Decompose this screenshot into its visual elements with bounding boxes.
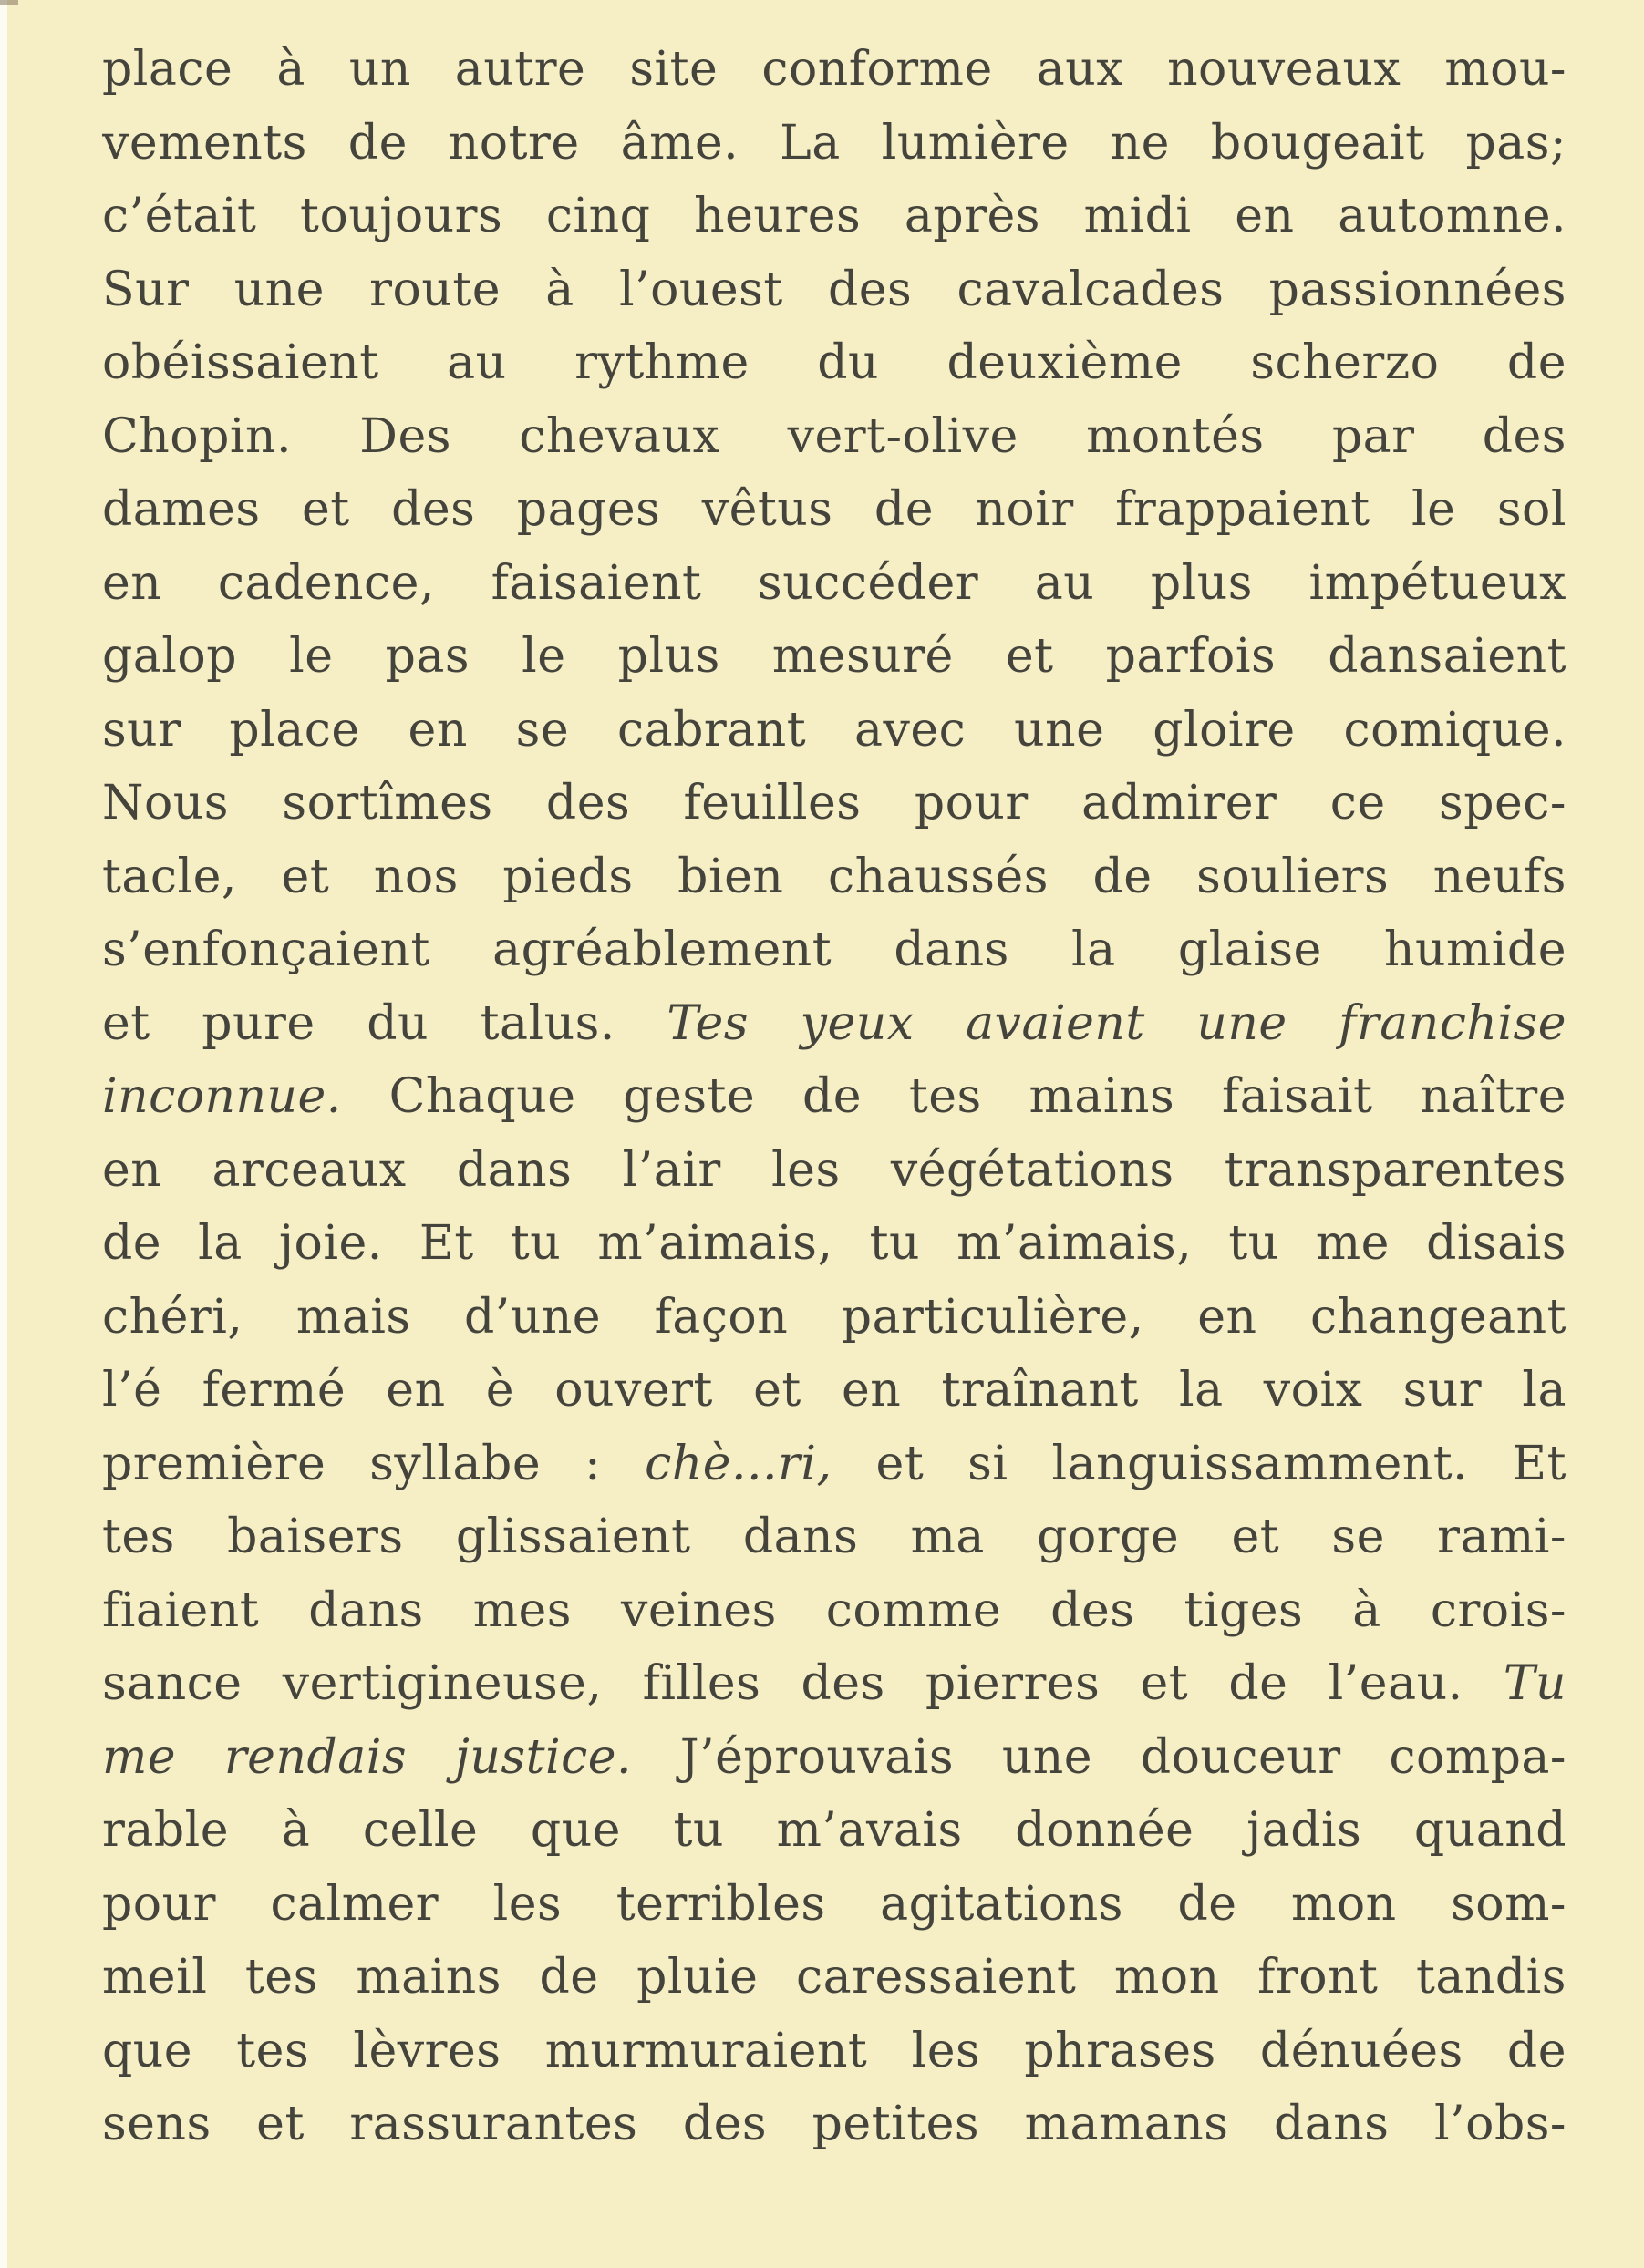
text-segment: pour calmer les terribles agitations de mon som- <box>102 1876 1566 1932</box>
text-block <box>102 33 1566 2161</box>
text-line <box>102 547 1566 621</box>
text-line <box>102 1574 1566 1648</box>
text-line <box>102 1060 1566 1134</box>
text-segment: meil tes mains de pluie caressaient mon front tandis <box>102 1950 1566 2005</box>
text-segment: sens et rassurantes des petites mamans dans l’obs- <box>102 2097 1566 2151</box>
text-segment: Nous sortîmes des feuilles pour admirer ce spec- <box>102 776 1566 830</box>
text-line <box>102 1354 1566 1428</box>
text-segment: en arceaux dans l’air les végétations transparentes <box>102 1142 1566 1198</box>
text-segment: l’é fermé en è ouvert et en traînant la voix sur la <box>102 1363 1566 1418</box>
text-segment: chéri, mais d’une façon particulière, en changeant <box>102 1289 1566 1345</box>
text-segment: Sur une route à l’ouest des cavalcades passionnées <box>102 262 1566 317</box>
text-line <box>102 1281 1566 1355</box>
scan-edge-artifact <box>0 0 7 2268</box>
text-line <box>102 694 1566 768</box>
text-segment: que tes lèvres murmuraient les phrases dénuées de <box>102 2023 1566 2078</box>
scan-corner-smudge <box>0 0 18 5</box>
text-line <box>102 253 1566 327</box>
text-line <box>102 1207 1566 1281</box>
text-line <box>102 473 1566 547</box>
text-line <box>102 1647 1566 1721</box>
text-segment: dames et des pages vêtus de noir frappaient le sol <box>102 482 1566 537</box>
text-segment: fiaient dans mes veines comme des tiges à crois- <box>102 1582 1566 1638</box>
text-segment: première syllabe : <box>102 1436 646 1491</box>
text-line <box>102 326 1566 400</box>
italic-text-segment: Tu <box>1503 1656 1566 1711</box>
text-segment: et pure du talus. <box>102 995 667 1051</box>
text-line <box>102 1868 1566 1942</box>
text-line <box>102 2088 1566 2161</box>
text-line <box>102 180 1566 253</box>
text-segment: obéissaient au rythme du deuxième scherzo de <box>102 335 1566 390</box>
text-segment: galop le pas le plus mesuré et parfois dansaient <box>102 629 1566 684</box>
text-line <box>102 1721 1566 1795</box>
text-segment: c’était toujours cinq heures après midi en automne. <box>102 189 1566 243</box>
text-line <box>102 913 1566 987</box>
text-segment: de la joie. Et tu m’aimais, tu m’aimais, tu me disais <box>102 1216 1566 1271</box>
text-segment: tes baisers glissaient dans ma gorge et se rami- <box>102 1510 1566 1564</box>
text-line <box>102 1428 1566 1501</box>
text-segment: Chaque geste de tes mains faisait naître <box>341 1069 1566 1124</box>
italic-text-segment: chè...ri, <box>645 1436 832 1491</box>
text-line <box>102 987 1566 1061</box>
text-line <box>102 33 1566 107</box>
text-segment: J’éprouvais une douceur compa- <box>632 1729 1566 1785</box>
text-line <box>102 620 1566 694</box>
text-segment: sance vertigineuse, filles des pierres et de l’eau. <box>102 1656 1504 1711</box>
text-line <box>102 1794 1566 1868</box>
italic-text-segment: me rendais justice. <box>102 1729 633 1785</box>
text-segment: tacle, et nos pieds bien chaussés de souliers neufs <box>102 849 1566 904</box>
text-segment: en cadence, faisaient succéder au plus impétueux <box>102 555 1566 611</box>
text-line <box>102 1500 1566 1574</box>
text-segment: et si languissamment. Et <box>832 1436 1566 1491</box>
text-line <box>102 1941 1566 2015</box>
text-line <box>102 107 1566 180</box>
text-segment: vements de notre âme. La lumière ne bougeait pas; <box>102 115 1566 170</box>
italic-text-segment: Tes yeux avaient une franchise <box>667 995 1566 1051</box>
italic-text-segment: inconnue. <box>102 1069 342 1124</box>
text-segment: s’enfonçaient agréablement dans la glaise humide <box>102 923 1566 977</box>
text-segment: place à un autre site conforme aux nouveaux mou- <box>102 42 1566 97</box>
text-line <box>102 840 1566 914</box>
text-segment: Chopin. Des chevaux vert-olive montés par des <box>102 408 1566 464</box>
text-segment: rable à celle que tu m’avais donnée jadis quand <box>102 1803 1566 1858</box>
text-line <box>102 1134 1566 1208</box>
text-line <box>102 767 1566 840</box>
text-segment: sur place en se cabrant avec une gloire comique. <box>102 702 1566 758</box>
text-line <box>102 400 1566 474</box>
text-line <box>102 2015 1566 2088</box>
